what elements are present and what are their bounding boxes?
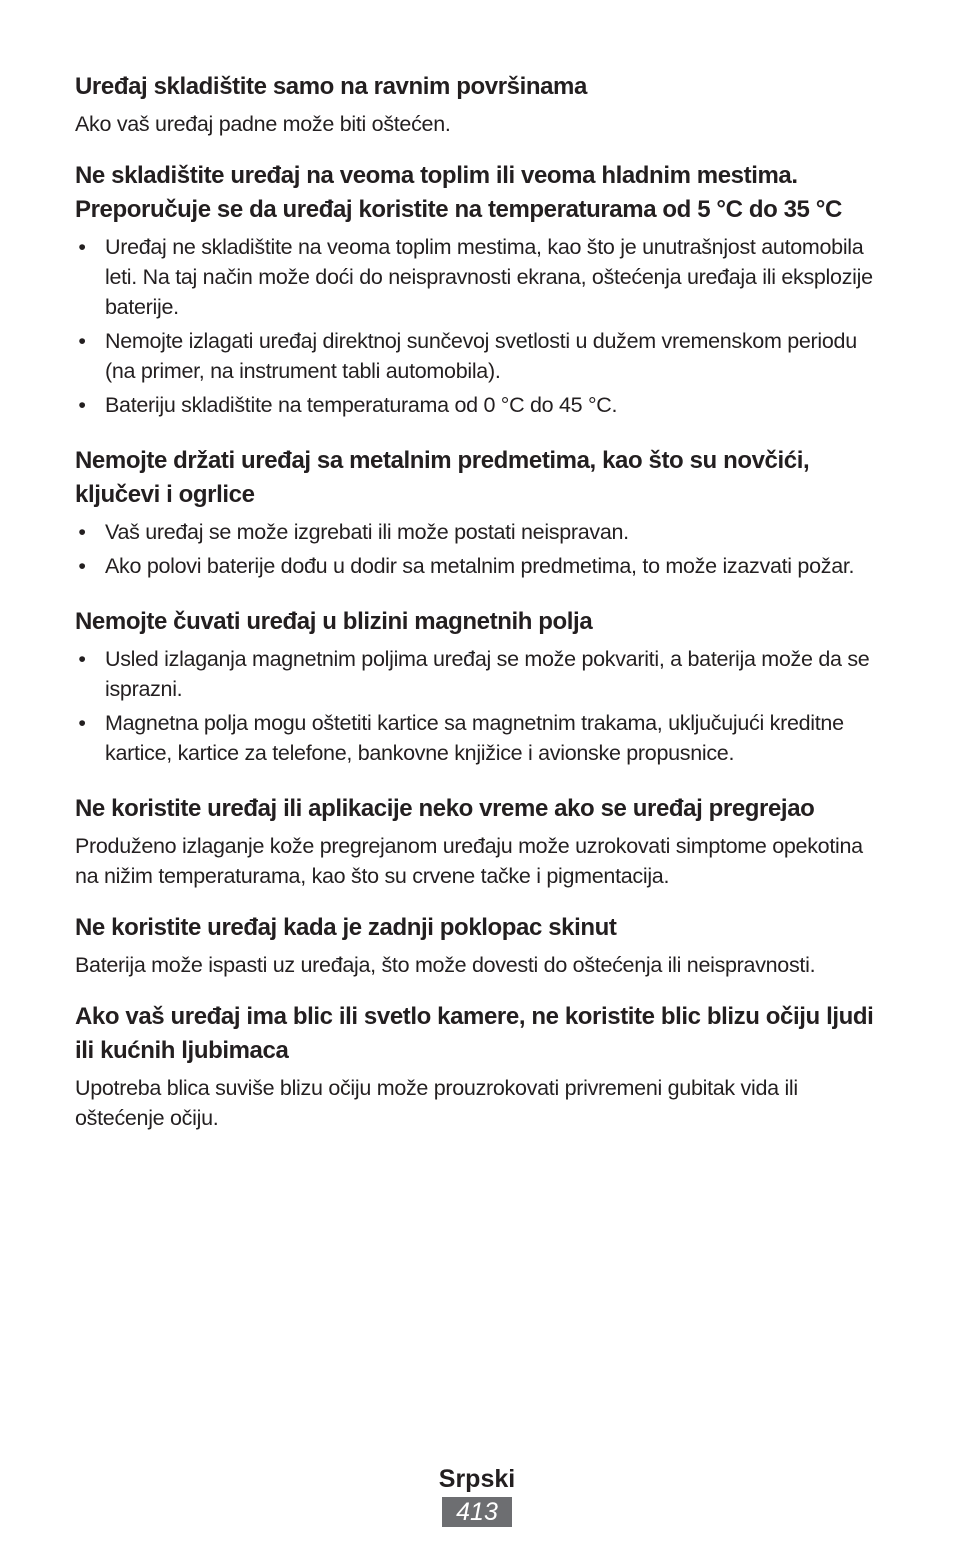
section-heading: Ne skladištite uređaj na veoma toplim ili veoma hladnim mestima. Preporučuje se da uređaj koristite na temperaturama od 5 °C do 35 °C <box>75 162 842 223</box>
section-heading: Ne koristite uređaj ili aplikacije neko vreme ako se uređaj pregrejao <box>75 795 815 822</box>
section-heading: Ako vaš uređaj ima blic ili svetlo kamere, ne koristite blic blizu očiju ljudi ili kućnih ljubimaca <box>75 1003 874 1064</box>
list-item: • Vaš uređaj se može izgrebati ili može postati neispravan. <box>75 517 890 547</box>
section-back-cover <box>75 911 890 980</box>
page-footer <box>0 1462 954 1527</box>
section-temperature <box>75 159 890 420</box>
bullet-icon: • <box>78 554 86 578</box>
section-overheating <box>75 792 890 891</box>
bullet-icon: • <box>78 711 86 735</box>
section-heading: Uređaj skladištite samo na ravnim površinama <box>75 73 587 100</box>
section-magnetic-fields <box>75 605 890 768</box>
bullet-icon: • <box>78 647 86 671</box>
bullet-icon: • <box>78 235 86 259</box>
section-heading: Ne koristite uređaj kada je zadnji poklopac skinut <box>75 914 617 941</box>
page-content <box>75 70 890 1133</box>
footer-language: Srpski <box>438 1465 516 1493</box>
list-item: • Magnetna polja mogu oštetiti kartice sa magnetnim trakama, uključujući kreditne kartice, kartice za telefone, bankovne knjižice i avionske propusnice. <box>75 708 890 768</box>
bullet-icon: • <box>78 329 86 353</box>
bullet-list <box>75 644 890 768</box>
section-body: Baterija može ispasti uz uređaja, što može dovesti do oštećenja ili neispravnosti. <box>75 953 816 977</box>
section-body: Upotreba blica suviše blizu očiju može prouzrokovati privremeni gubitak vida ili oštećenje očiju. <box>75 1076 798 1130</box>
bullet-list <box>75 232 890 420</box>
section-body: Produženo izlaganje kože pregrejanom uređaju može uzrokovati simptome opekotina na nižim temperaturama, kao što su crvene tačke i pigmentacija. <box>75 834 863 888</box>
list-item: • Ako polovi baterije dođu u dodir sa metalnim predmetima, to može izazvati požar. <box>75 551 890 581</box>
section-heading: Nemojte držati uređaj sa metalnim predmetima, kao što su novčići, ključevi i ogrlice <box>75 447 810 508</box>
page-number: 413 <box>442 1497 512 1527</box>
section-heading: Nemojte čuvati uređaj u blizini magnetnih polja <box>75 608 593 635</box>
list-item: • Bateriju skladištite na temperaturama od 0 °C do 45 °C. <box>75 390 890 420</box>
bullet-icon: • <box>78 393 86 417</box>
section-flat-surface <box>75 70 890 139</box>
bullet-list <box>75 517 890 581</box>
section-body: Ako vaš uređaj padne može biti oštećen. <box>75 112 451 136</box>
section-camera-flash <box>75 1000 890 1133</box>
section-metal-objects <box>75 444 890 581</box>
list-item: • Usled izlaganja magnetnim poljima uređaj se može pokvariti, a baterija može da se isprazni. <box>75 644 890 704</box>
list-item: • Nemojte izlagati uređaj direktnoj sunčevoj svetlosti u dužem vremenskom periodu (na primer, na instrument tabli automobila). <box>75 326 890 386</box>
list-item: • Uređaj ne skladištite na veoma toplim mestima, kao što je unutrašnjost automobila leti. Na taj način može doći do neispravnosti ekrana, oštećenja uređaja ili eksplozije baterije. <box>75 232 890 322</box>
bullet-icon: • <box>78 520 86 544</box>
